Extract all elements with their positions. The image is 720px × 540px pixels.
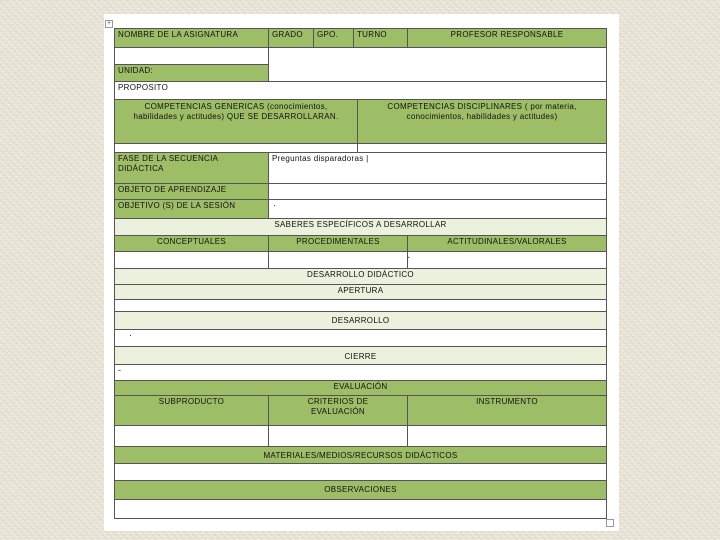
attitudinal-header: ACTITUDINALES/VALORALES <box>407 235 607 252</box>
development-header: DESARROLLO <box>114 311 607 330</box>
sequence-phase-value[interactable]: Preguntas disparadoras | <box>268 152 607 184</box>
conceptual-cell[interactable] <box>114 251 269 269</box>
procedural-cell[interactable] <box>268 251 408 269</box>
session-objective-bullet: · <box>273 200 276 210</box>
closing-header: CIERRE <box>114 346 607 365</box>
didactic-development-title: DESARROLLO DIDÁCTICO <box>114 268 607 285</box>
materials-cell[interactable] <box>114 463 607 481</box>
table-move-handle[interactable]: + <box>106 20 112 27</box>
learning-object-label: OBJETO DE APRENDIZAJE <box>114 183 269 200</box>
closing-bullet: - <box>118 365 121 375</box>
sequence-phase-label: FASE DE LA SECUENCIA DIDÁCTICA <box>114 152 269 184</box>
group-header: GPO. <box>313 28 354 48</box>
unit-value-cell[interactable] <box>268 47 607 82</box>
subject-header: NOMBRE DE LA ASIGNATURA <box>114 28 269 48</box>
observations-header: OBSERVACIONES <box>114 480 607 500</box>
opening-header: APERTURA <box>114 284 607 300</box>
attitudinal-cell[interactable] <box>407 251 607 269</box>
document-page <box>104 14 619 531</box>
instrument-cell[interactable] <box>407 425 607 447</box>
materials-header: MATERIALES/MEDIOS/RECURSOS DIDÁCTICOS <box>114 446 607 464</box>
development-cell[interactable] <box>114 329 607 347</box>
criteria-cell[interactable] <box>268 425 408 447</box>
grade-header: GRADO <box>268 28 314 48</box>
purpose-label: PROPOSITO <box>114 81 607 100</box>
procedural-header: PROCEDIMENTALES <box>268 235 408 252</box>
evaluation-title: EVALUACIÓN <box>114 380 607 396</box>
generic-competencies: COMPETENCIAS GENERICAS (conocimientos, habilidades y actitudes) QUE SE DESARROLLARAN. <box>114 99 358 144</box>
observations-cell[interactable] <box>114 499 607 519</box>
subproduct-cell[interactable] <box>114 425 269 447</box>
closing-cell[interactable] <box>114 364 607 381</box>
table-resize-handle[interactable] <box>606 519 614 527</box>
instrument-header: INSTRUMENTO <box>407 395 607 426</box>
learning-object-value[interactable] <box>268 183 607 200</box>
session-objective-label: OBJETIVO (S) DE LA SESIÓN <box>114 199 269 219</box>
development-bullet: · <box>129 330 132 340</box>
subproduct-header: SUBPRODUCTO <box>114 395 269 426</box>
attitudinal-bullet: - <box>407 252 410 262</box>
shift-header: TURNO <box>353 28 408 48</box>
unit-label: UNIDAD: <box>114 64 269 82</box>
specific-knowledge-title: SABERES ESPECÍFICOS A DESARROLLAR <box>114 218 607 236</box>
unit-spacer <box>114 47 269 65</box>
disciplinary-competencies: COMPETENCIAS DISCIPLINARES ( por materia, conocimientos, habilidades y actitudes) <box>357 99 607 144</box>
session-objective-value[interactable] <box>268 199 607 219</box>
criteria-header: CRITERIOS DE EVALUACIÓN <box>268 395 408 426</box>
conceptual-header: CONCEPTUALES <box>114 235 269 252</box>
teacher-header: PROFESOR RESPONSABLE <box>407 28 607 48</box>
